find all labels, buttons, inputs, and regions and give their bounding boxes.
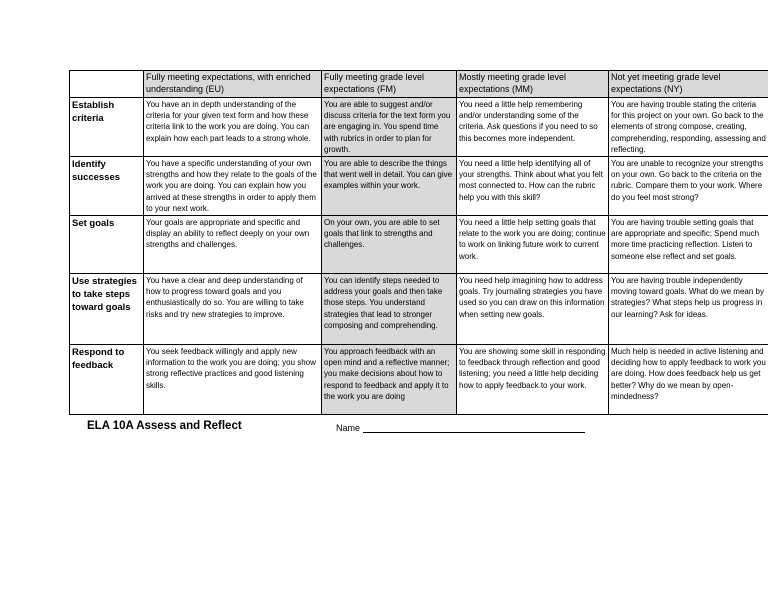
table-row bbox=[70, 345, 768, 415]
rubric-cell: You are able to suggest and/or discuss criteria for the text form you are engaging in. You spend time with rubrics in order to plan for growth. bbox=[322, 98, 457, 157]
table-row bbox=[70, 157, 768, 216]
rubric-cell: You are having trouble independently moving toward goals. What do we mean by strategies? What steps help us progress in our learning? Ask for ideas. bbox=[609, 274, 768, 345]
criterion-label: Identify successes bbox=[70, 157, 144, 216]
rubric-cell: You can identify steps needed to address your goals and then take those steps. You understand strategies that lead to stronger composing and comprehending. bbox=[322, 274, 457, 345]
rubric-cell: On your own, you are able to set goals that link to strengths and challenges. bbox=[322, 216, 457, 274]
header-eu: Fully meeting expectations, with enriched understanding (EU) bbox=[144, 71, 322, 98]
header-fm: Fully meeting grade level expectations (FM) bbox=[322, 71, 457, 98]
rubric-cell: You seek feedback willingly and apply new information to the work you are doing; you show strong reflective practices and good listening skills. bbox=[144, 345, 322, 415]
rubric-cell: You are unable to recognize your strengths on your own. Go back to the criteria on the rubric. Compare them to your work. Where do you feel most strong? bbox=[609, 157, 768, 216]
rubric-cell: You are able to describe the things that went well in detail. You can give examples within your work. bbox=[322, 157, 457, 216]
header-row bbox=[70, 71, 768, 98]
name-line bbox=[363, 423, 585, 433]
rubric-cell: You need help imagining how to address goals. Try journaling strategies you have used so you can draw on this information when setting new goals. bbox=[457, 274, 609, 345]
document-title: ELA 10A Assess and Reflect bbox=[87, 420, 242, 432]
header-ny: Not yet meeting grade level expectations (NY) bbox=[609, 71, 768, 98]
rubric-cell: You need a little help setting goals that relate to the work you are doing; continue to work on linking future work to current work. bbox=[457, 216, 609, 274]
name-label: Name bbox=[336, 423, 361, 433]
rubric-cell: You approach feedback with an open mind and a reflective manner; you make decisions about how to respond to feedback and apply it to the work you are doing bbox=[322, 345, 457, 415]
rubric-cell: You have a specific understanding of your own strengths and how they relate to the goals of the work you are doing. You can explain how you arrived at these strengths in order to apply them to your next work. bbox=[144, 157, 322, 216]
rubric-table bbox=[69, 70, 768, 415]
rubric-cell: You are having trouble stating the criteria for this project on your own. Go back to the elements of strong compose, creating, comprehending, responding, assessing and reflecting. bbox=[609, 98, 768, 157]
table-row bbox=[70, 98, 768, 157]
criterion-label: Set goals bbox=[70, 216, 144, 274]
table-row bbox=[70, 216, 768, 274]
name-field bbox=[336, 423, 585, 433]
header-blank bbox=[70, 71, 144, 98]
rubric-cell: You have an in depth understanding of the criteria for your given text form and how these criteria link to the work you are doing. You can explain how each part leads to a strong whole. bbox=[144, 98, 322, 157]
rubric-cell: You need a little help identifying all of your strengths. Think about what you felt most connected to. How can the rubric help you with this skill? bbox=[457, 157, 609, 216]
rubric-cell: You are having trouble setting goals that are appropriate and specific; Spend much more time practicing reflection. Listen to someone else reflect and set goals. bbox=[609, 216, 768, 274]
rubric-cell: You are showing some skill in responding to feedback through reflection and good listening; you need a little help deciding how to apply feedback to your work. bbox=[457, 345, 609, 415]
table-row bbox=[70, 274, 768, 345]
criterion-label: Establish criteria bbox=[70, 98, 144, 157]
header-mm: Mostly meeting grade level expectations (MM) bbox=[457, 71, 609, 98]
criterion-label: Respond to feedback bbox=[70, 345, 144, 415]
criterion-label: Use strategies to take steps toward goals bbox=[70, 274, 144, 345]
rubric-cell: Much help is needed in active listening and deciding how to apply feedback to work you are doing. How does feedback help us get better? Why do we mean by open-mindedness? bbox=[609, 345, 768, 415]
rubric-cell: Your goals are appropriate and specific and display an ability to reflect deeply on your own strengths and challenges. bbox=[144, 216, 322, 274]
rubric-cell: You have a clear and deep understanding of how to progress toward goals and you enthusiastically do so. You are willing to take risks and try new strategies to improve. bbox=[144, 274, 322, 345]
rubric-cell: You need a little help remembering and/or understanding some of the criteria. Ask questions if you need to so this becomes more independent. bbox=[457, 98, 609, 157]
